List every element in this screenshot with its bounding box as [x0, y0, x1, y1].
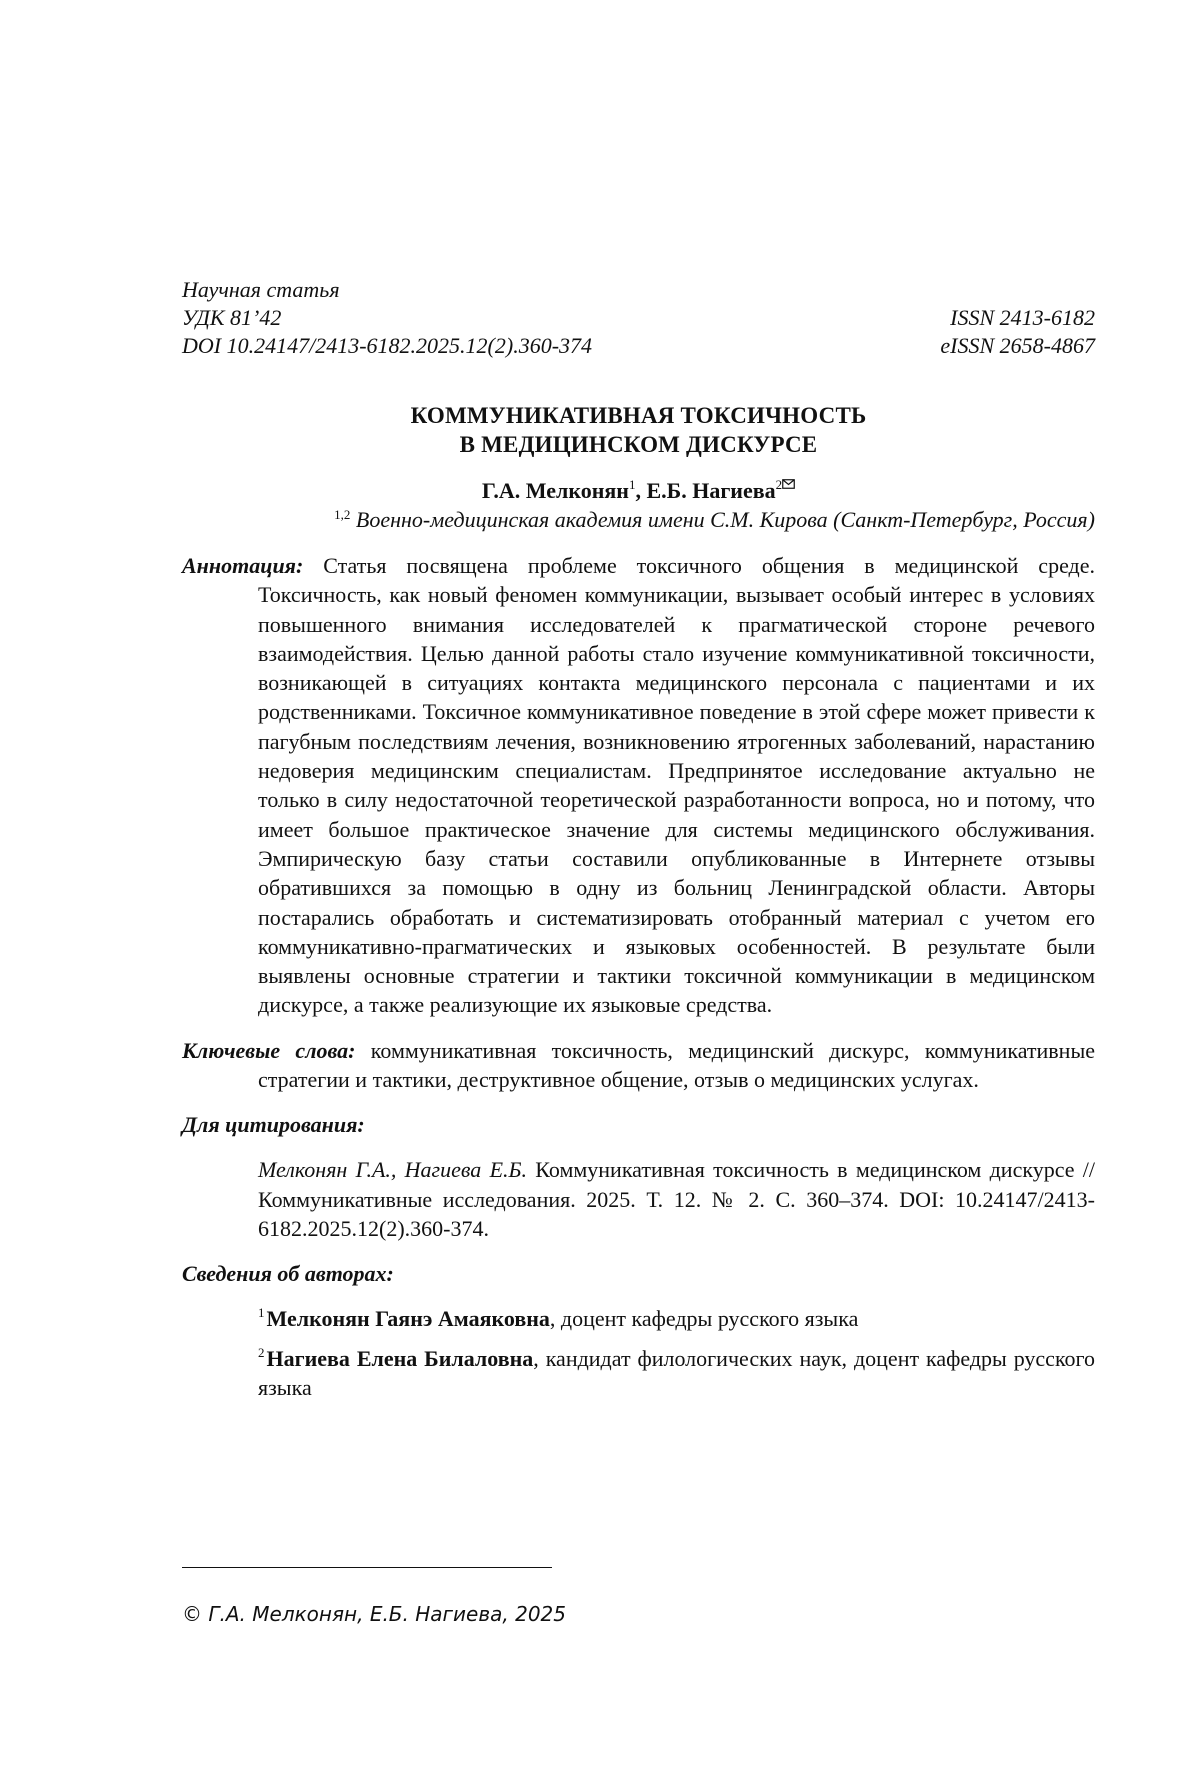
- abstract-label: Аннотация:: [182, 553, 304, 578]
- author-name: Г.А. Мелконян: [481, 478, 629, 503]
- copyright-notice: © Г.А. Мелконян, Е.Б. Нагиева, 2025: [182, 1602, 567, 1626]
- doi: DOI 10.24147/2413-6182.2025.12(2).360-374: [182, 333, 593, 358]
- title-line-1: КОММУНИКАТИВНАЯ ТОКСИЧНОСТЬ: [410, 403, 867, 428]
- envelope-icon: [782, 479, 795, 489]
- author-superscript: 1: [628, 477, 636, 492]
- article-first-page: [182, 276, 1095, 1402]
- citation-text: [182, 1155, 1095, 1243]
- citation-heading: Для цитирования:: [182, 1112, 365, 1138]
- article-metadata: [182, 276, 1095, 360]
- metadata-row-udk: [182, 304, 1095, 332]
- author-info-item: [182, 1304, 1095, 1333]
- eissn: eISSN 2658-4867: [940, 333, 1095, 358]
- abstract: [182, 551, 1095, 1020]
- author-info-name: Нагиева Елена Билаловна: [266, 1345, 534, 1371]
- article-title: [182, 401, 1095, 459]
- affiliation: [182, 505, 1095, 535]
- author-info-details: , кандидат филологических наук, доцент кафедры русского языка: [258, 1345, 1095, 1400]
- keywords-label: Ключевые слова:: [182, 1037, 356, 1063]
- footnote-divider: [182, 1567, 552, 1568]
- title-line-2: В МЕДИЦИНСКОМ ДИСКУРСЕ: [459, 432, 818, 457]
- author-superscript: 2: [775, 477, 783, 492]
- affiliation-text: Военно-медицинская академия имени С.М. Кирова (Санкт-Петербург, Россия): [355, 507, 1095, 532]
- issn: ISSN 2413-6182: [950, 305, 1095, 330]
- metadata-row-doi: [182, 332, 1095, 360]
- citation-authors: Мелконян Г.А., Нагиева Е.Б.: [258, 1157, 527, 1183]
- author-name: Е.Б. Нагиева: [646, 478, 776, 503]
- author-info-heading: Сведения об авторах:: [182, 1261, 394, 1287]
- udk-code: УДК 81’42: [182, 305, 282, 330]
- affiliation-superscript: 1,2: [334, 507, 351, 522]
- citation-reference: Коммуникативная токсичность в медицинском дискурсе // Коммуникативные исследования. 2025. Т. 12. № 2. С. 360–374. DOI: 10.24147/2413-6182.2025.12(2).360-374.: [258, 1157, 1096, 1241]
- author-info-name: Мелконян Гаянэ Амаяковна: [266, 1306, 550, 1332]
- abstract-text: Статья посвящена проблеме токсичного общения в медицинской среде. Токсичность, как новый феномен коммуникации, вызывает особый интерес в условиях повышенного внимания исследователей к прагматической стороне речевого взаимодействия. Целью данной работы стало изучение коммуникативной токсичности, возникающей в ситуациях контакта медицинского персонала с пациентами и их родственниками. Токсичное коммуникативное поведение в этой сфере может привести к пагубным последствиям лечения, возникновению ятрогенных заболеваний, нарастанию недоверия медицинским специалистам. Предпринятое исследование актуально не только в силу недостаточной теоретической разработанности вопроса, но и потому, что имеет большое практическое значение для системы медицинского обслуживания. Эмпирическую базу статьи составили опубликованные в Интернете отзывы обратившихся за помощью в одну из больниц Ленинградской области. Авторы постарались обработать и систематизировать отобранный материал с учетом его коммуникативно-прагматических и языковых особенностей. В результате были выявлены основные стратегии и тактики токсичной коммуникации в медицинском дискурсе, а также реализующие их языковые средства.: [258, 553, 1096, 1018]
- author-info-item: [182, 1344, 1095, 1403]
- author-info-superscript: 2: [258, 1344, 265, 1360]
- author-info-details: , доцент кафедры русского языка: [549, 1306, 859, 1332]
- author-separator: ,: [635, 478, 647, 503]
- author-info-superscript: 1: [258, 1305, 265, 1321]
- author-list: [182, 477, 1095, 505]
- article-type: Научная статья: [182, 277, 340, 302]
- keywords-text: коммуникативная токсичность, медицинский дискурс, коммуникативные стратегии и тактики, деструктивное общение, отзыв о медицинских услугах.: [258, 1037, 1096, 1093]
- keywords: [182, 1036, 1095, 1095]
